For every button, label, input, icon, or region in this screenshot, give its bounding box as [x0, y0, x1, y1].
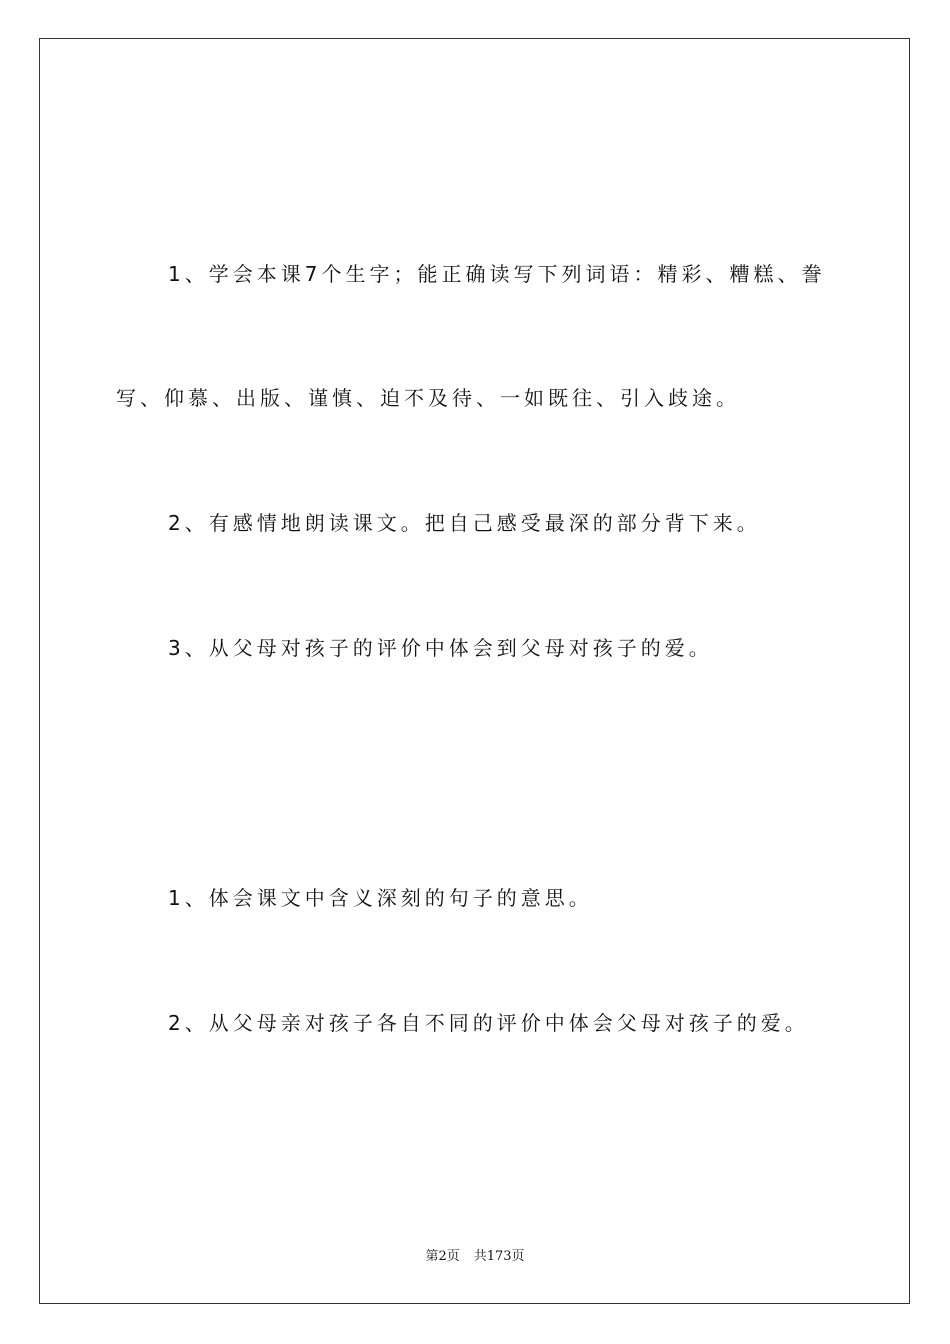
- key-point-2: 2、从父母亲对孩子各自不同的评价中体会父母对孩子的爱。: [168, 1011, 809, 1035]
- page-footer: [0, 1248, 950, 1266]
- objective-3: 3、从父母对孩子的评价中体会到父母对孩子的爱。: [168, 636, 713, 660]
- objective-1-line-1: 1、学会本课7个生字；能正确读写下列词语：精彩、糟糕、誊: [168, 262, 826, 286]
- page-frame: [39, 38, 910, 1304]
- objective-2: 2、有感情地朗读课文。把自己感受最深的部分背下来。: [168, 511, 761, 535]
- objective-1-line-2: 写、仰慕、出版、谨慎、迫不及待、一如既往、引入歧途。: [116, 386, 740, 410]
- current-page-label: 第2页: [425, 1249, 460, 1264]
- total-pages-label: 共173页: [473, 1249, 525, 1264]
- key-point-1: 1、体会课文中含义深刻的句子的意思。: [168, 886, 593, 910]
